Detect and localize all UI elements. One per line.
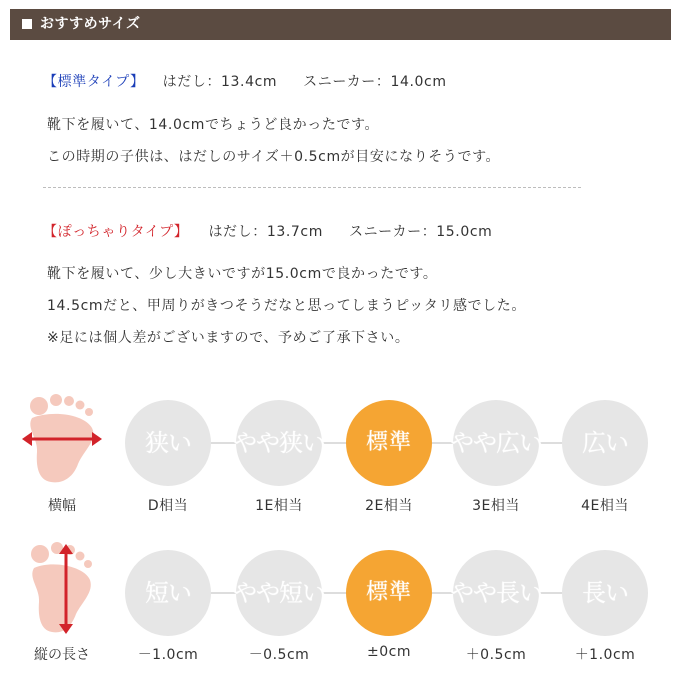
standard-type-tag: 【標準タイプ】 — [43, 74, 145, 90]
chubby-barefoot: はだし：13.7cm — [208, 224, 323, 240]
width-caption: D相当 — [147, 498, 189, 514]
length-option-label: 標準 — [365, 580, 412, 605]
standard-sneaker: スニーカー：14.0cm — [303, 74, 447, 90]
width-option-label: やや狭い — [233, 429, 325, 457]
length-option-short — [125, 550, 211, 636]
width-option-wide — [562, 400, 648, 486]
length-option-standard — [346, 550, 432, 636]
width-caption: 1E相当 — [255, 498, 303, 514]
divider — [43, 187, 581, 188]
standard-comment-2: この時期の子供は、はだしのサイズ＋0.5cmが目安になりそうです。 — [47, 149, 501, 165]
chubby-comment-1: 靴下を履いて、少し大きいですが15.0cmで良かったです。 — [47, 266, 438, 282]
width-option-label: 広い — [582, 429, 628, 457]
length-option-slightly-long — [450, 550, 542, 636]
chubby-sneaker: スニーカー：15.0cm — [348, 224, 493, 240]
width-caption: 2E相当 — [365, 498, 413, 514]
foot-length-icon — [26, 538, 98, 638]
chubby-comment-2: 14.5cmだと、甲周りがきつそうだなと思ってしまうピッタリ感でした。 — [47, 298, 526, 314]
width-option-standard — [346, 400, 432, 486]
standard-barefoot: はだし：13.4cm — [162, 74, 278, 90]
length-caption: －0.5cm — [248, 647, 310, 663]
length-option-long — [562, 550, 648, 636]
chubby-comment-3: ※足には個人差がございますので、予めご了承下さい。 — [47, 330, 410, 346]
width-caption: 3E相当 — [472, 498, 520, 514]
chubby-type-tag: 【ぽっちゃりタイプ】 — [43, 224, 189, 240]
length-option-label: 短い — [145, 579, 191, 607]
length-caption: ＋0.5cm — [465, 647, 527, 663]
width-option-slightly-wide — [450, 400, 542, 486]
length-caption: ±0cm — [367, 644, 411, 660]
foot-width-icon — [18, 392, 106, 488]
section-title: おすすめサイズ — [40, 16, 141, 32]
length-option-label: 長い — [582, 579, 628, 607]
length-caption: ＋1.0cm — [574, 647, 636, 663]
width-option-label: 標準 — [365, 430, 412, 455]
width-option-narrow — [125, 400, 211, 486]
standard-comment-1: 靴下を履いて、14.0cmでちょうど良かったです。 — [47, 117, 380, 133]
width-option-label: やや広い — [450, 429, 542, 457]
length-option-label: やや長い — [450, 579, 542, 607]
standard-size-line — [43, 71, 447, 91]
width-option-slightly-narrow — [233, 400, 325, 486]
square-bullet-icon — [22, 19, 32, 29]
length-option-label: やや短い — [233, 579, 325, 607]
chubby-size-line — [43, 221, 492, 241]
length-caption: －1.0cm — [137, 647, 199, 663]
width-row-label: 横幅 — [48, 498, 76, 514]
section-header — [10, 9, 671, 40]
width-caption: 4E相当 — [581, 498, 629, 514]
length-row-label: 縦の長さ — [34, 647, 90, 663]
length-option-slightly-short — [233, 550, 325, 636]
width-option-label: 狭い — [145, 429, 191, 457]
